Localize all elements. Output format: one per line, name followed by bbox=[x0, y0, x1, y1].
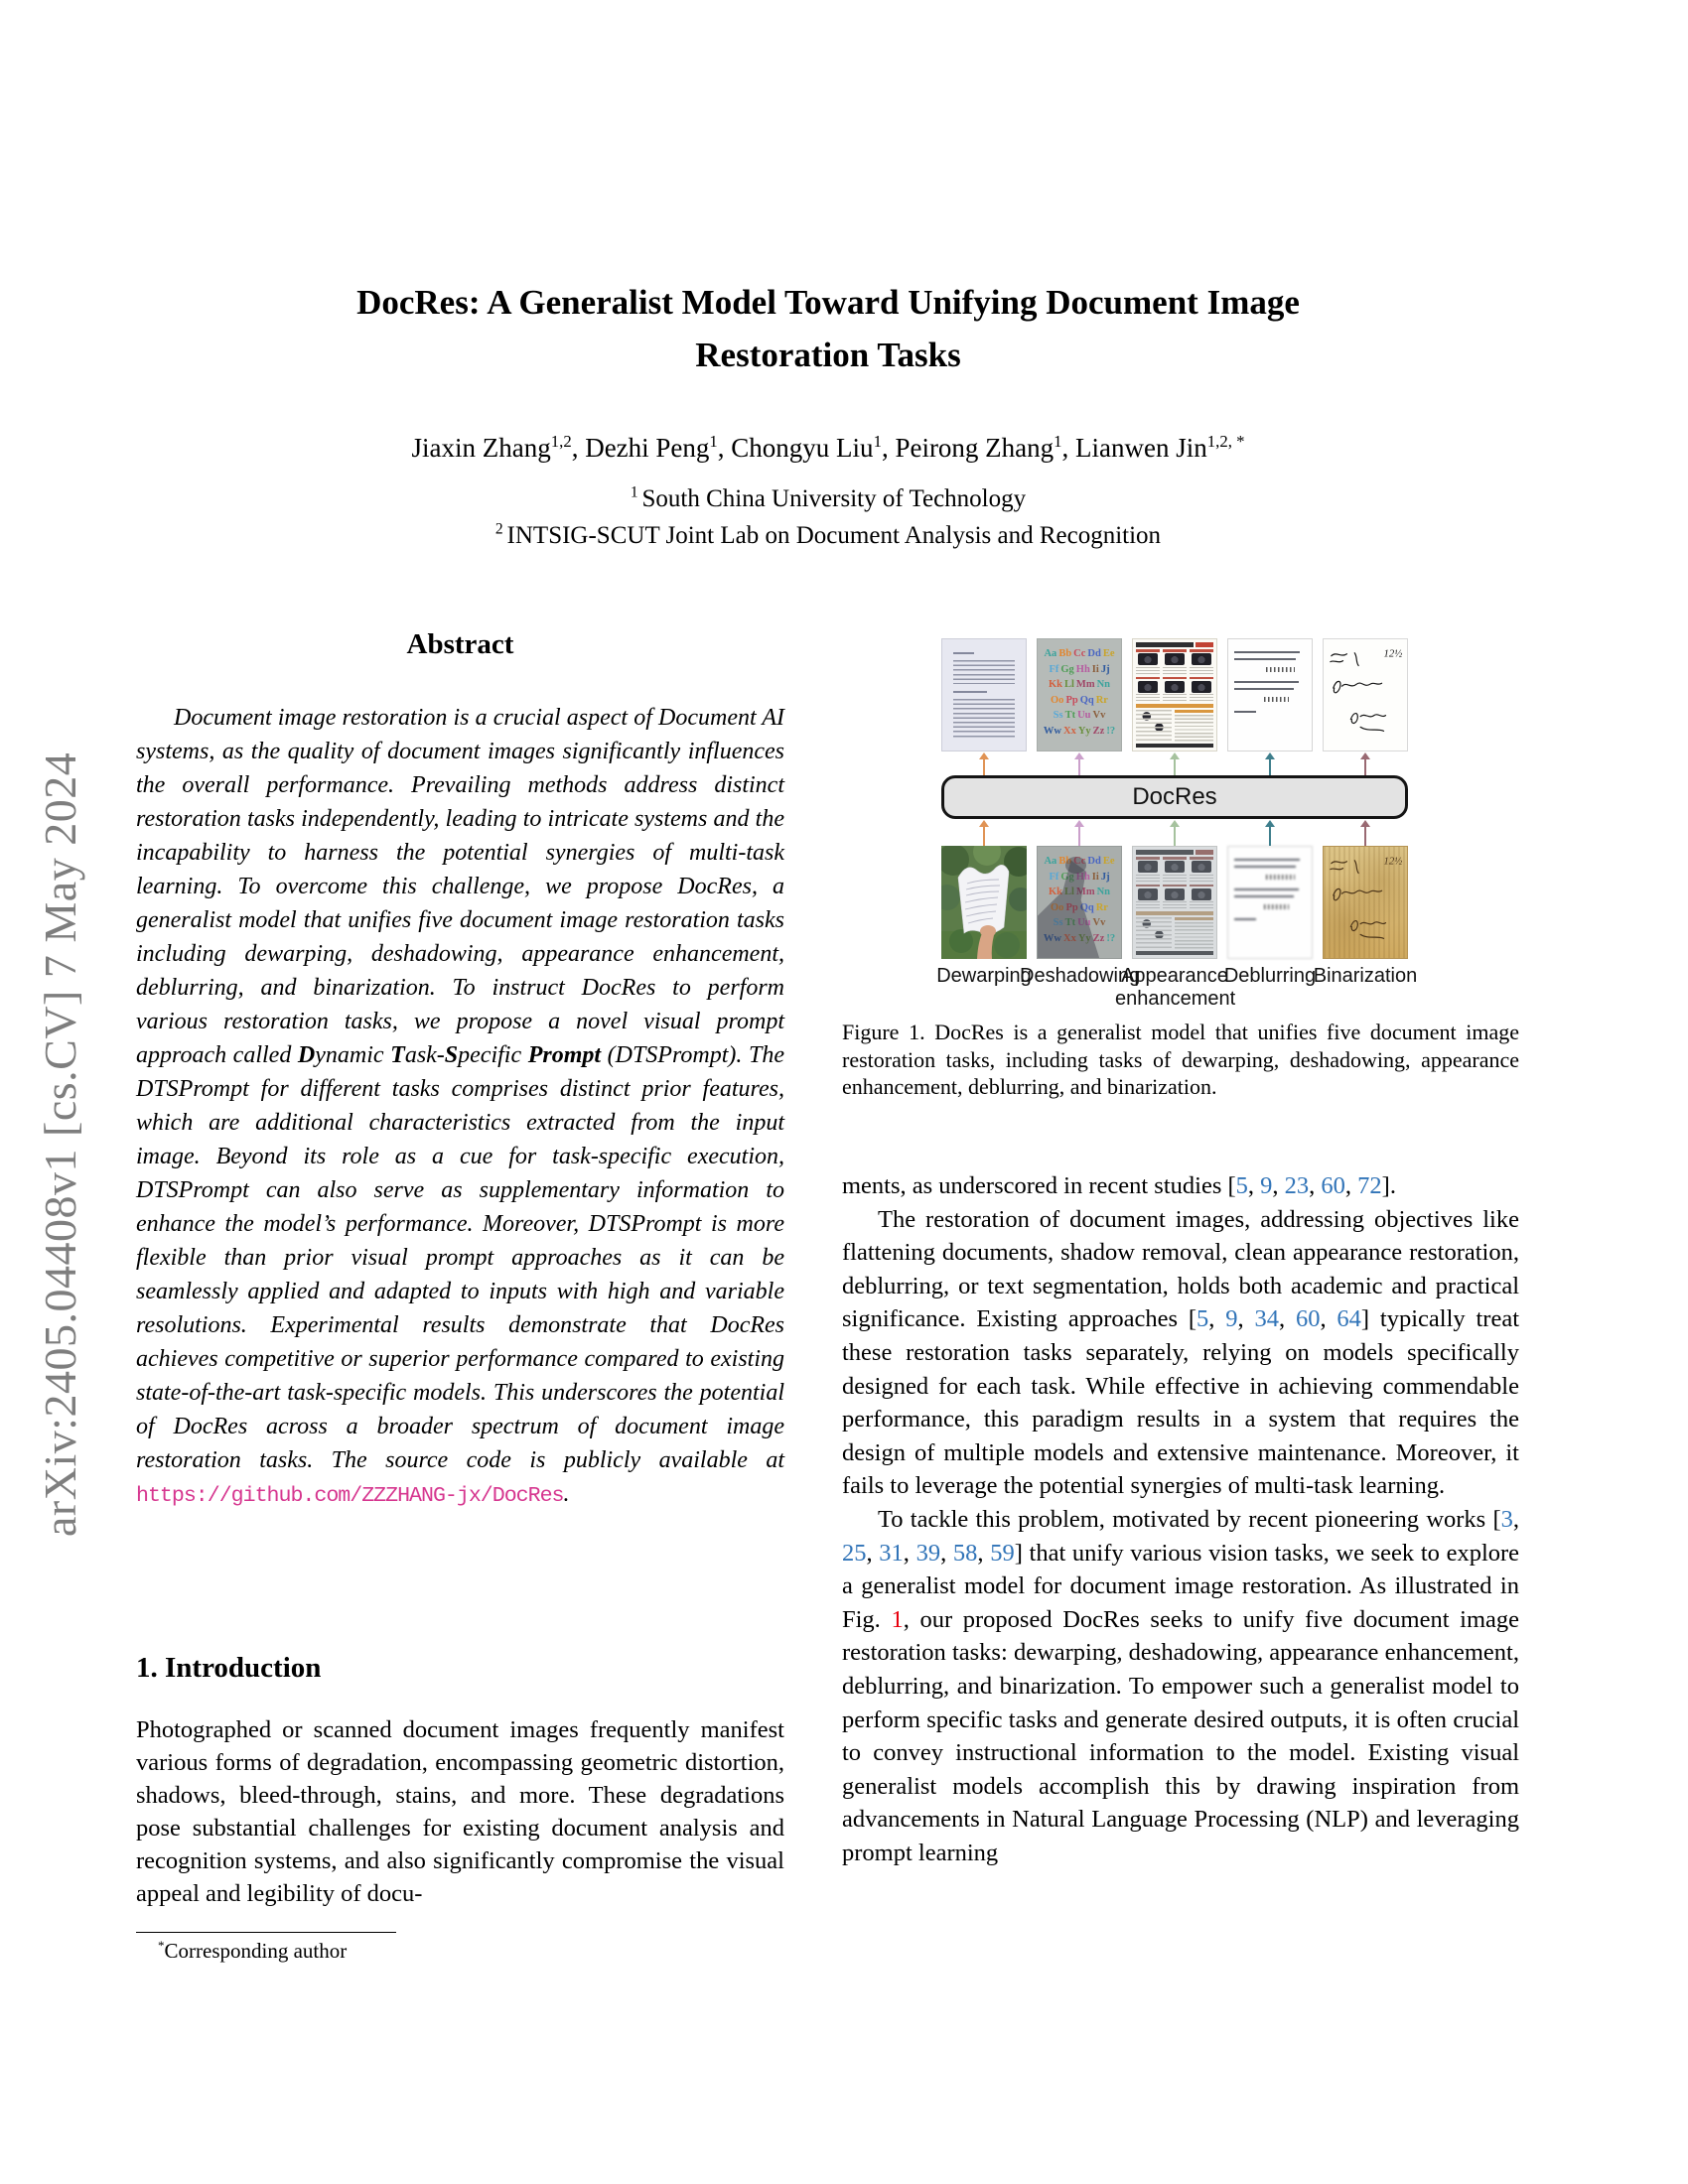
abstract-text: Document image restoration is a crucial aspect of Document AI systems, as the quality of document images significantly influences the overall performance. Prevailing methods address distinct restoration tasks independently, leading to intricate systems and the incapability to harness the potential synergies of multi-task learning. To overcome this challenge, we propose DocRes, a generalist model that unifies five document image restoration tasks including dewarping, deshadowing, appearance enhancement, deblurring, and binarization. To instruct DocRes to perform various restoration tasks, we propose a novel visual prompt approach called Dynamic Task-Specific Prompt (DTSPrompt). The DTSPrompt for different tasks comprises distinct prior features, which are additional characteristics extracted from the input image. Beyond its role as a cue for task-specific execution, DTSPrompt can also serve as supplementary information to enhance the model’s performance. Moreover, DTSPrompt is more flexible than prior visual prompt approaches as it can be seamlessly applied and adapted to inputs with high and variable resolutions. Experimental results demonstrate that DocRes achieves competitive or superior performance compared to existing state-of-the-art task-specific models. This underscores the potential of DocRes across a broader spectrum of document image restoration tasks. The source code is publicly available at https://github.com/ZZZHANG-jx/DocRes. bbox=[136, 705, 784, 1508]
figure1-flow-arrow bbox=[1170, 820, 1180, 846]
figure1-flow-arrow bbox=[1265, 752, 1275, 775]
citation-link[interactable]: 9 bbox=[1225, 1305, 1238, 1333]
body-paragraph: ments, as underscored in recent studies [5, 9, 23, 60, 72]. bbox=[842, 1172, 1396, 1199]
figure1-flow-arrow bbox=[1170, 752, 1180, 775]
citation-link[interactable]: 9 bbox=[1260, 1172, 1273, 1199]
figure1-flow-arrow bbox=[1360, 752, 1370, 775]
github-link[interactable]: https://github.com/ZZZHANG-jx/DocRes bbox=[136, 1484, 564, 1508]
author-list: Jiaxin Zhang$^{1,2}$, Dezhi Peng$^1$, Chongyu Liu$^1$, Peirong Zhang$^1$, Lianwen Jin$^{1,2, *}$ bbox=[411, 432, 1245, 463]
figure1-label-deshadowing: Deshadowing bbox=[1020, 965, 1141, 987]
citation-link[interactable]: 3 bbox=[1500, 1505, 1513, 1533]
citation-link[interactable]: 25 bbox=[842, 1539, 867, 1567]
figure1-label-appearance: Appearance enhancement bbox=[1115, 965, 1236, 1010]
citation-link[interactable]: 5 bbox=[1196, 1305, 1209, 1333]
figure1-input-dewarping bbox=[941, 846, 1027, 959]
footnote-text: *Corresponding author bbox=[158, 1938, 348, 1963]
docres-model-box: DocRes bbox=[941, 775, 1408, 819]
right-column-text bbox=[842, 1169, 1519, 1869]
figure1-flow-arrow bbox=[1360, 820, 1370, 846]
figure1-label-binarization: Binarization bbox=[1313, 965, 1418, 987]
citation-link[interactable]: 58 bbox=[952, 1539, 978, 1567]
citation-link[interactable]: 72 bbox=[1357, 1172, 1382, 1199]
figure1-label-dewarping: Dewarping bbox=[936, 965, 1032, 987]
paper-title bbox=[0, 276, 1656, 381]
figure1-label-deblurring: Deblurring bbox=[1223, 965, 1317, 987]
figure1-input-deshadowing: Aa Bb Cc Dd Ee Ff Gg Hh Ii Jj Kk Ll Mm Nn Oo Pp Qq Rr Ss Tt Uu Vv Ww Xx Yy Zz !? bbox=[1037, 846, 1122, 959]
figure1-flow-arrow bbox=[979, 820, 989, 846]
figure1-output-appearance bbox=[1132, 638, 1217, 751]
figure1-input-binarization bbox=[1323, 846, 1408, 959]
figure1-flow-arrow bbox=[1074, 752, 1084, 775]
figure1-flow-arrow bbox=[1265, 820, 1275, 846]
figure1-output-deshadowing: Aa Bb Cc Dd Ee Ff Gg Hh Ii Jj Kk Ll Mm Nn Oo Pp Qq Rr Ss Tt Uu Vv Ww Xx Yy Zz !? bbox=[1037, 638, 1122, 751]
footnote bbox=[136, 1932, 784, 1964]
figure1-flow-arrow bbox=[1074, 820, 1084, 846]
figure1-output-dewarping bbox=[941, 638, 1027, 751]
paper-title-line2: Restoration Tasks bbox=[695, 336, 961, 374]
introduction-paragraph: Photographed or scanned document images frequently manifest various forms of degradation, encompassing geometric distortion, shadows, bleed-through, stains, and more. These degradations pose substantial challenges for existing document analysis and recognition systems, and also significantly compromise the visual appeal and legibility of docu- bbox=[136, 1716, 784, 1907]
citation-link[interactable]: 5 bbox=[1235, 1172, 1248, 1199]
figure1-output-binarization bbox=[1323, 638, 1408, 751]
affiliation-1: $^1$ South China University of Technology bbox=[630, 483, 1027, 512]
citation-link[interactable]: 39 bbox=[915, 1539, 941, 1567]
citation-link[interactable]: 34 bbox=[1254, 1305, 1279, 1333]
figure1-input-appearance bbox=[1132, 846, 1217, 959]
paper-title-line1: DocRes: A Generalist Model Toward Unifying Document Image bbox=[356, 283, 1300, 322]
citation-link[interactable]: 59 bbox=[990, 1539, 1015, 1567]
svg-text:12½: 12½ bbox=[1383, 647, 1403, 660]
figure1-input-deblurring bbox=[1227, 846, 1313, 959]
section-heading-introduction: 1. Introduction bbox=[136, 1652, 322, 1684]
abstract-heading: Abstract bbox=[406, 628, 514, 660]
citation-link[interactable]: 60 bbox=[1321, 1172, 1345, 1199]
figure1 bbox=[936, 625, 1418, 1010]
footnote-rule bbox=[136, 1932, 396, 1933]
citation-link[interactable]: 64 bbox=[1336, 1305, 1361, 1333]
svg-text:12½: 12½ bbox=[1383, 855, 1403, 868]
affiliation-2: $^2$ INTSIG-SCUT Joint Lab on Document Analysis and Recognition bbox=[494, 520, 1162, 549]
figure1-caption: Figure 1. DocRes is a generalist model that unifies five document image restoration tasks, including tasks of dewarping, deshadowing, appearance enhancement, deblurring, and binarization. bbox=[842, 1020, 1519, 1099]
body-paragraph: To tackle this problem, motivated by recent pioneering works [3, 25, 31, 39, 58, 59] that unify various vision tasks, we seek to explore a generalist model for document image restoration. As illustrated in Fig. 1, our proposed DocRes seeks to unify five document image restoration tasks: dewarping, deshadowing, appearance enhancement, deblurring, and binarization. To empower such a generalist model to perform specific tasks and generate desired outputs, it is often crucial to convey instructional information to the model. Existing visual generalist models accomplish this by drawing inspiration from advancements in Natural Language Processing (NLP) and leveraging prompt learning bbox=[842, 1505, 1520, 1866]
body-paragraph: The restoration of document images, addressing objectives like flattening documents, shadow removal, clean appearance restoration, deblurring, or text segmentation, holds both academic and practical significance. Existing approaches [5, 9, 34, 60, 64] typically treat these restoration tasks separately, relying on models specifically designed for each task. While effective in achieving commendable performance, this paradigm results in a system that requires the design of multiple models and extensive maintenance. Moreover, it fails to leverage the potential synergies of multi-task learning. bbox=[842, 1205, 1520, 1500]
citation-link[interactable]: 60 bbox=[1295, 1305, 1321, 1333]
figure1-flow-arrow bbox=[979, 752, 989, 775]
figure1-output-deblurring bbox=[1227, 638, 1313, 751]
figure-reference[interactable]: 1 bbox=[891, 1605, 904, 1633]
arxiv-stamp: arXiv:2405.04408v1 [cs.CV] 7 May 2024 bbox=[35, 751, 85, 1537]
citation-link[interactable]: 31 bbox=[879, 1539, 904, 1567]
citation-link[interactable]: 23 bbox=[1284, 1172, 1310, 1199]
